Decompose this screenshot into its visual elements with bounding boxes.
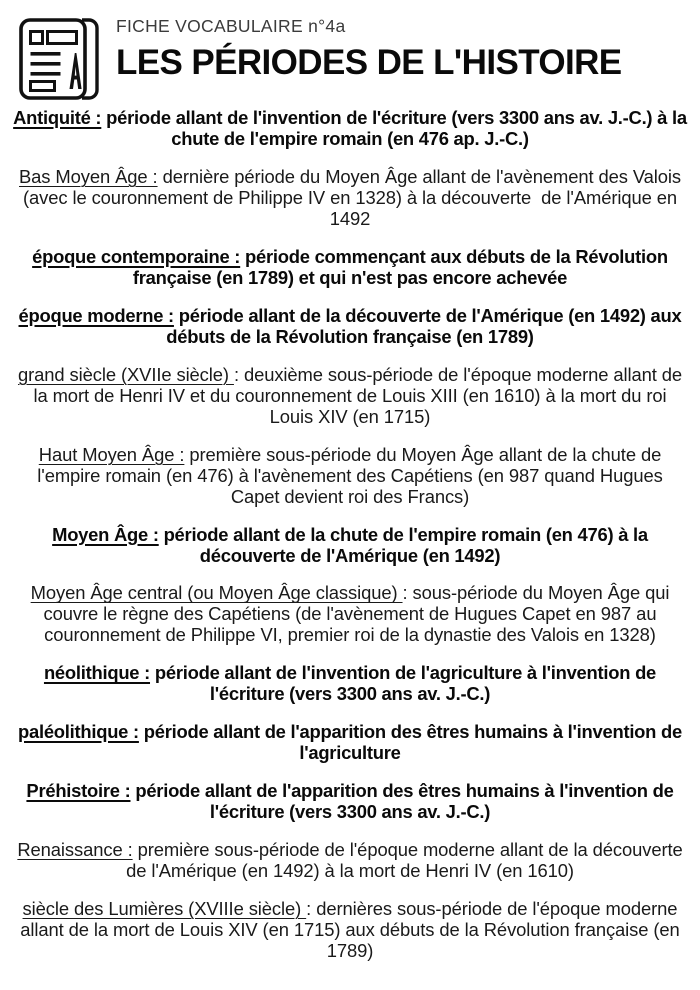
header-text-block	[106, 10, 692, 82]
vocabulary-entry	[8, 722, 692, 764]
vocabulary-entry	[8, 306, 692, 348]
vocabulary-entry	[8, 663, 692, 705]
vocabulary-entry	[8, 445, 692, 508]
entry-term: grand siècle (XVIIe siècle)	[17, 363, 234, 385]
entry-definition: dernière période du Moyen Âge allant de l'avènement des Valois (avec le couronnement de Philippe IV en 1328) à la découverte de l'Amérique en 1492	[22, 165, 686, 229]
entry-definition: première sous-période du Moyen Âge allant de la chute de l'empire romain (en 476) à l'avènement des Capétiens (en 987 quand Hugues Capet devient roi des Francs)	[37, 443, 668, 507]
document-header	[0, 0, 700, 108]
entry-term: néolithique :	[43, 662, 151, 684]
vocabulary-entry-list	[0, 108, 700, 962]
entry-term: paléolithique :	[18, 721, 139, 743]
entry-term: Moyen Âge central (ou Moyen Âge classique)	[30, 582, 403, 604]
entry-term: Bas Moyen Âge :	[19, 165, 158, 187]
entry-term: Renaissance :	[17, 839, 133, 861]
entry-term: époque moderne :	[18, 304, 174, 326]
entry-definition: période allant de l'apparition des êtres humains à l'invention de l'écriture (vers 3300 ans av. J.-C.)	[130, 780, 679, 823]
entry-term: Antiquité :	[13, 107, 102, 128]
page-title: LES PÉRIODES DE L'HISTOIRE	[116, 43, 622, 82]
vocabulary-entry	[8, 167, 692, 230]
vocabulary-entry	[8, 247, 692, 289]
entry-term: époque contemporaine :	[32, 245, 241, 267]
vocabulary-entry	[8, 899, 692, 962]
entry-definition: période allant de l'invention de l'écriture (vers 3300 ans av. J.-C.) à la chute de l'empire romain (en 476 ap. J.-C.)	[101, 107, 692, 149]
entry-definition: période commençant aux débuts de la Révolution française (en 1789) et qui n'est pas encore achevée	[132, 245, 673, 288]
entry-definition: : deuxième sous-période de l'époque moderne allant de la mort de Henri IV et du couronnement de Louis XIII (en 1610) à la mort du roi Louis XIV (en 1715)	[33, 363, 688, 427]
vocabulary-entry	[8, 583, 692, 646]
vocabulary-entry	[8, 840, 692, 882]
entry-term: Haut Moyen Âge :	[38, 443, 185, 465]
vocabulary-entry	[8, 365, 692, 428]
vocabulary-entry	[8, 781, 692, 823]
entry-definition: période allant de la chute de l'empire romain (en 476) à la découverte de l'Amérique (en 1492)	[158, 523, 653, 566]
vocabulary-entry	[8, 525, 692, 567]
vocabulary-sheet-icon	[14, 13, 106, 105]
entry-term: Moyen Âge :	[52, 523, 159, 545]
entry-term: siècle des Lumières (XVIIIe siècle)	[22, 898, 307, 920]
sheet-kicker: FICHE VOCABULAIRE n°4a	[116, 16, 346, 36]
entry-definition: première sous-période de l'époque moderne allant de la découverte de l'Amérique (en 1492) à la mort de Henri IV (en 1610)	[126, 839, 688, 882]
entry-term: Préhistoire :	[26, 780, 131, 802]
vocabulary-entry	[8, 108, 692, 150]
entry-definition: période allant de l'apparition des êtres humains à l'invention de l'agriculture	[138, 721, 687, 764]
entry-definition: période allant de l'invention de l'agriculture à l'invention de l'écriture (vers 3300 ans av. J.-C.)	[150, 662, 661, 705]
entry-definition: : sous-période du Moyen Âge qui couvre le règne des Capétiens (de l'avènement de Hugues Capet en 987 au couronnement de Philippe VI, premier roi de la dynastie des Valois en 1328)	[43, 582, 675, 646]
entry-definition: : dernières sous-période de l'époque moderne allant de la mort de Louis XIV (en 1715) aux débuts de la Révolution française (en 1789)	[20, 898, 685, 962]
entry-definition: période allant de la découverte de l'Amérique (en 1492) aux débuts de la Révolution française (en 1789)	[166, 304, 687, 347]
